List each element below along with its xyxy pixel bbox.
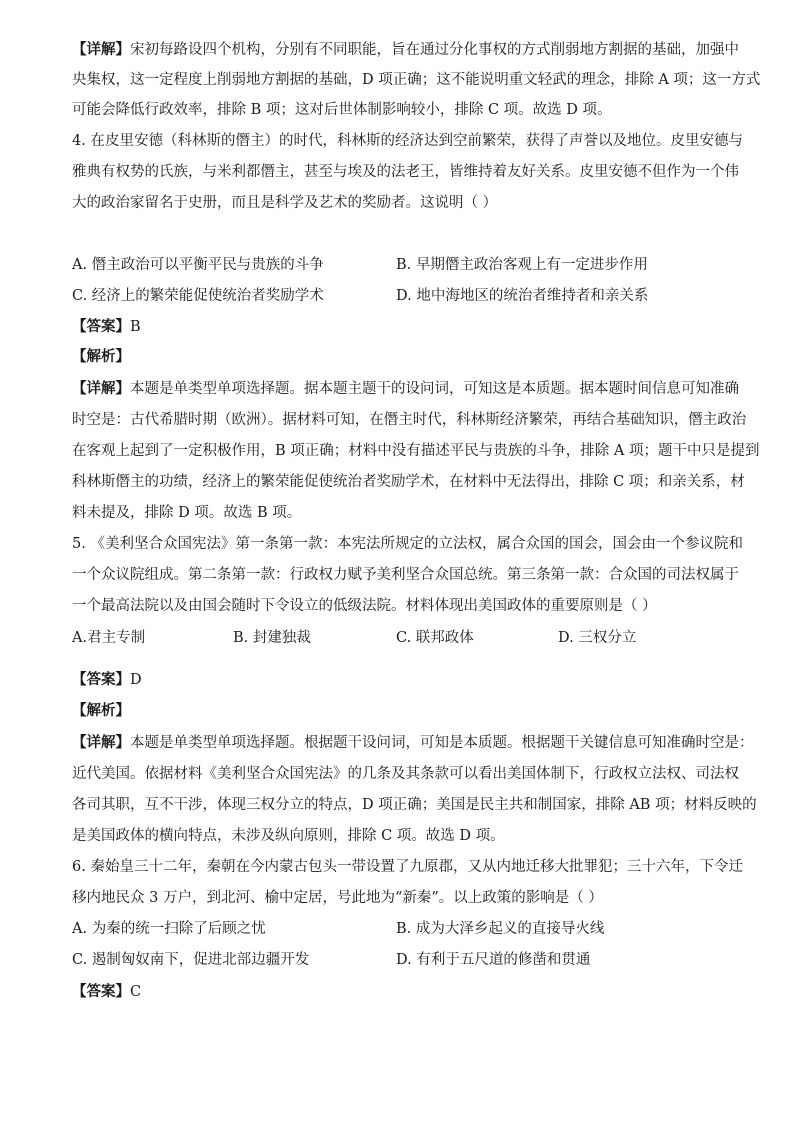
q5-answer-line <box>72 670 724 690</box>
q4-analysis-tag <box>72 347 724 367</box>
q5-detail-line-2: 近代美国。依据材料《美利坚合众国宪法》的几条及其条款可以看出美国体制下，行政权立法权、司法权 <box>72 766 739 782</box>
q5-detail-text-1: 本题是单类型单项选择题。根据题干设问词，可知是本质题。根据题干关键信息可知准确时空是： <box>130 735 754 751</box>
q6-option-a: A. 为秦的统一扫除了后顾之忧 <box>72 921 266 937</box>
q4-detail-line-4: 科林斯僭主的功绩，经济上的繁荣能促使统治者奖励学术，在材料中无法得出，排除 C 项；和亲关系，材 <box>72 474 745 490</box>
q6-answer-line <box>72 982 724 1002</box>
q3-detail-line-3: 可能会降低行政效率，排除 B 项；这对后世体制影响较小，排除 C 项。故选 D 项。 <box>72 102 612 118</box>
q6-option-c: C. 遏制匈奴南下，促进北部边疆开发 <box>72 952 310 968</box>
q5-answer-tag: 【答案】 <box>72 671 130 688</box>
q4-detail-line-5: 料未提及，排除 D 项。故选 B 项。 <box>72 505 302 521</box>
q6-stem-line-2: 移内地民众 3 万户，到北河、榆中定居，号此地为“新秦”。以上政策的影响是（ ） <box>72 890 603 906</box>
q5-detail-line-4: 是美国政体的横向特点，未涉及纵向原则，排除 C 项。故选 D 项。 <box>72 828 505 844</box>
q5-stem-line-3: 一个最高法院以及由国会随时下令设立的低级法院。材料体现出美国政体的重要原则是（ ） <box>72 598 657 614</box>
q5-option-b: B. 封建独裁 <box>233 630 311 646</box>
q4-option-c: C. 经济上的繁荣能促使统治者奖励学术 <box>72 288 324 304</box>
q4-detail-line-2: 时空是：古代希腊时期（欧洲）。据材料可知，在僭主时代，科林斯经济繁荣，再结合基础知识，僭主政治 <box>72 412 747 428</box>
q3-detail-line-2: 央集权，这一定程度上削弱地方割据的基础，D 项正确；这不能说明重文轻武的理念，排除 A 项；这一方式 <box>72 72 761 88</box>
q4-answer-tag: 【答案】 <box>72 318 130 335</box>
q5-option-c: C. 联邦政体 <box>396 630 474 646</box>
q4-stem-line-2: 雅典有权势的氏族，与米利都僭主，甚至与埃及的法老王，皆维持着友好关系。皮里安德不但作为一个伟 <box>72 164 739 180</box>
q4-analysis-label: 【解析】 <box>72 348 130 365</box>
q5-answer-value: D <box>130 672 142 688</box>
q5-stem-line-2: 一个众议院组成。第二条第一款：行政权力赋予美利坚合众国总统。第三条第一款：合众国的司法权属于 <box>72 567 739 583</box>
q4-option-a: A. 僭主政治可以平衡平民与贵族的斗争 <box>72 257 324 273</box>
q4-option-d: D. 地中海地区的统治者维持者和亲关系 <box>396 288 649 304</box>
q3-detail-text-1: 宋初每路设四个机构，分别有不同职能，旨在通过分化事权的方式削弱地方割据的基础，加强中 <box>130 42 739 58</box>
q6-option-b: B. 成为大泽乡起义的直接导火线 <box>396 921 605 937</box>
q5-stem-line-1: 5. 《美利坚合众国宪法》第一条第一款：本宪法所规定的立法权，属合众国的国会，国会由一个参议院和 <box>72 536 743 552</box>
q5-analysis-label: 【解析】 <box>72 702 130 719</box>
q4-stem-line-1: 4. 在皮里安德（科林斯的僭主）的时代，科林斯的经济达到空前繁荣，获得了声誉以及地位。皮里安德与 <box>72 133 743 149</box>
q6-answer-value: C <box>130 984 142 1000</box>
q4-detail-line-1 <box>72 379 739 399</box>
q4-option-b: B. 早期僭主政治客观上有一定进步作用 <box>396 257 648 273</box>
q6-answer-tag: 【答案】 <box>72 983 130 1000</box>
q5-option-d: D. 三权分立 <box>558 630 637 646</box>
q3-detail-tag: 【详解】 <box>72 41 130 58</box>
q4-answer-value: B <box>130 319 141 335</box>
q3-detail-line-1 <box>72 40 739 60</box>
q5-detail-tag: 【详解】 <box>72 734 130 751</box>
q4-detail-tag: 【详解】 <box>72 380 130 397</box>
q5-detail-line-1 <box>72 733 754 753</box>
q6-stem-line-1: 6. 秦始皇三十二年，秦朝在今内蒙古包头一带设置了九原郡，又从内地迁移大批罪犯；三十六年，下令迁 <box>72 859 743 875</box>
q4-detail-text-1: 本题是单类型单项选择题。据本题主题干的设问词，可知这是本质题。据本题时间信息可知准确 <box>130 381 739 397</box>
q4-stem-line-3: 大的政治家留名于史册，而且是科学及艺术的奖励者。这说明（ ） <box>72 195 498 211</box>
q4-answer-line <box>72 317 724 337</box>
q6-option-d: D. 有利于五尺道的修凿和贯通 <box>396 952 591 968</box>
q4-detail-line-3: 在客观上起到了一定积极作用，B 项正确；材料中没有描述平民与贵族的斗争，排除 A 项；题干中只是提到 <box>72 443 760 459</box>
q5-detail-line-3: 各司其职，互不干涉，体现三权分立的特点，D 项正确；美国是民主共和制国家，排除 AB 项；材料反映的 <box>72 797 757 813</box>
q5-option-a: A.君主专制 <box>72 630 146 646</box>
q5-analysis-tag <box>72 701 724 721</box>
